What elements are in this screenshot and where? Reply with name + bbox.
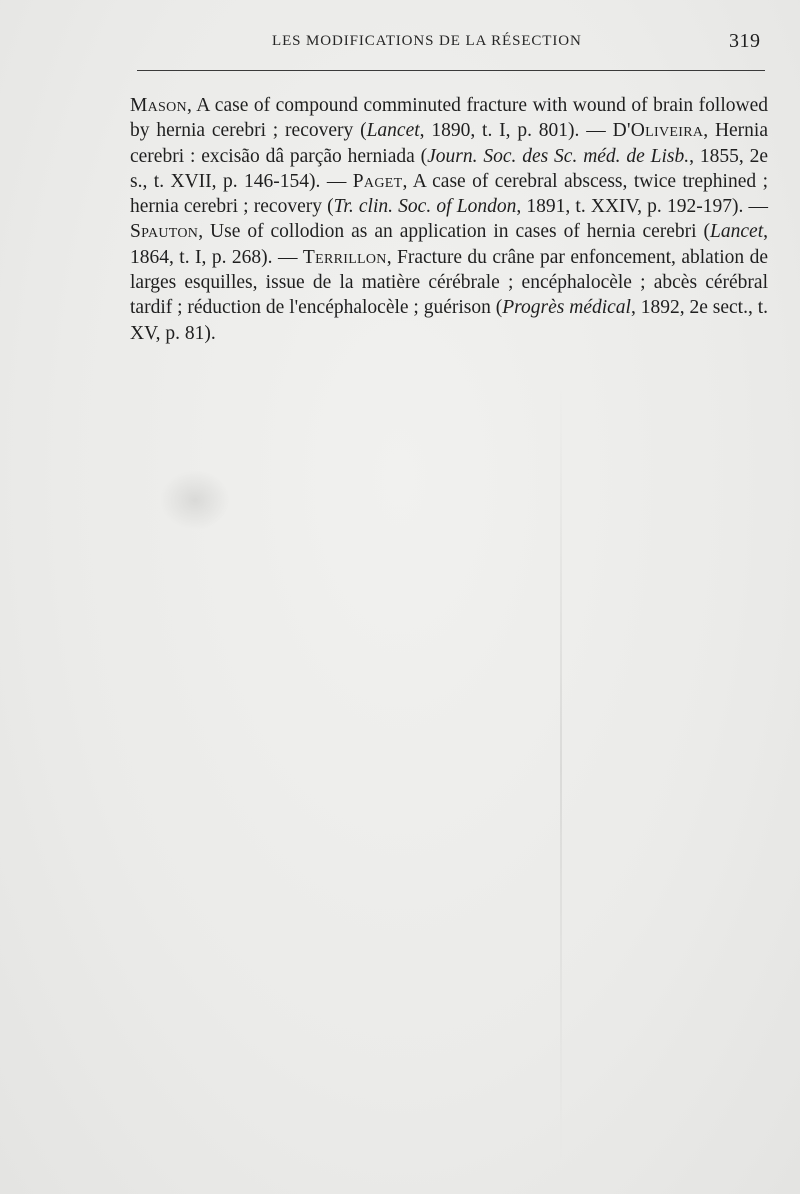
reference-text: , Use of collodion as an application in cases of hernia cerebri (: [198, 221, 711, 243]
journal-title: Lancet: [710, 221, 764, 243]
author-name: Paget: [352, 170, 403, 192]
journal-title: Journ. Soc. des Sc. méd. de Lisb.: [427, 145, 690, 167]
reference-text: , A case of cerebral abscess, twice trephined ; hernia cerebri ; recovery (: [130, 170, 768, 218]
bibliography-text: [130, 93, 768, 346]
author-name: Mason: [130, 95, 187, 116]
reference-text: , 1864, t. I, p. 268). —: [130, 221, 768, 268]
reference-text: , 1890, t. I, p. 801). —: [419, 120, 613, 142]
journal-title: Lancet: [366, 120, 420, 142]
page-number: 319: [729, 30, 761, 52]
author-name: Spauton: [130, 221, 199, 243]
reference-text: , Fracture du crâne par enfoncement, ablation de larges esquilles, issue de la matière cérébrale ; encéphalocèle ; abcès cérébral tardif ; réduction de l'encéphalocèle ; guérison (: [130, 246, 768, 319]
reference-text: , 1891, t. XXIV, p. 192-197). —: [516, 196, 768, 218]
show-through-line: [560, 380, 562, 1160]
paper-smudge: [160, 470, 230, 530]
reference-text: , A case of compound comminuted fracture with wound of brain followed by hernia cerebri ; recovery (: [130, 95, 768, 142]
journal-title: Progrès médical: [502, 297, 631, 319]
reference-text: , 1855, 2e s., t. XVII, p. 146-154). —: [130, 145, 768, 192]
bibliography-paragraph: [130, 93, 768, 346]
reference-text: , 1892, 2e sect., t. XV, p. 81).: [130, 297, 769, 344]
author-name: Terrillon: [302, 246, 387, 268]
author-name: D'Oliveira: [612, 120, 704, 142]
journal-title: Tr. clin. Soc. of London: [333, 196, 517, 218]
header-rule: [137, 70, 765, 71]
reference-text: , Hernia cerebri : excisão dâ parção herniada (: [130, 120, 769, 167]
running-head: LES MODIFICATIONS DE LA RÉSECTION: [272, 33, 582, 49]
